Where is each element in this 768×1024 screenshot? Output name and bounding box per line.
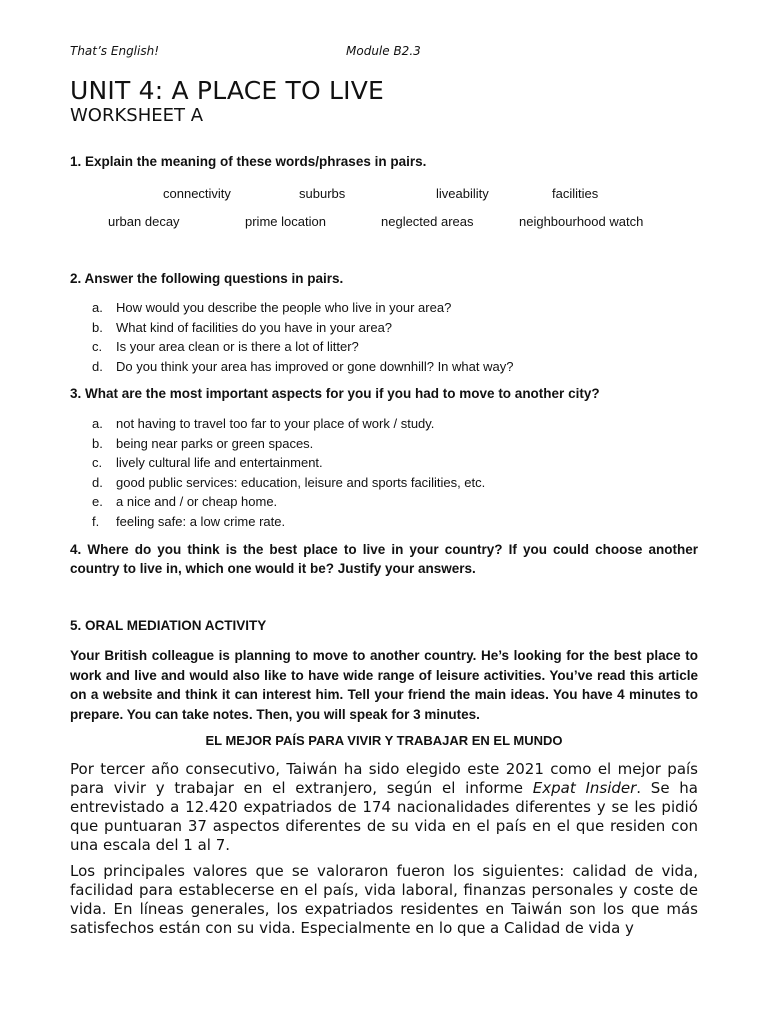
module-name: Module B2.3 [346,44,421,58]
vocab-word: facilities [552,186,599,201]
unit-title: UNIT 4: A PLACE TO LIVE [70,76,385,105]
list-item [70,357,513,377]
article-paragraph-2: Los principales valores que se valoraron fueron los siguientes: calidad de vida, facilidad para establecerse en el país, vida laboral, finanzas personales y coste de vida. En líneas generales, los expatriados residentes en Taiwán son los que más satisfechos están con su vida. Especialmente en lo que a Calidad de vida y [70,862,698,937]
question-3-list [70,414,485,531]
article-paragraph-1 [70,760,698,855]
report-name: Expat Insider [532,779,637,797]
list-marker: d. [92,358,103,374]
article-title: EL MEJOR PAÍS PARA VIVIR Y TRABAJAR EN EL MUNDO [205,733,563,748]
list-item [70,298,513,318]
course-name: That’s English! [70,44,160,58]
list-item [70,337,513,357]
question-4: 4. Where do you think is the best place to live in your country? If you could choose another country to live in, which one would it be? Justify your answers. [70,542,698,576]
question-1: 1. Explain the meaning of these words/phrases in pairs. [70,154,427,169]
list-item [70,492,485,512]
paragraph-text: Por tercer año consecutivo, Taiwán ha sido elegido este 2021 como el mejor país para vivir y trabajar en el extranjero, según el informe [70,760,698,797]
vocab-word: prime location [245,214,326,229]
list-item [70,473,485,493]
question-3: 3. What are the most important aspects for you if you had to move to another city? [70,386,600,401]
vocab-word: connectivity [163,186,231,201]
paragraph-text: . Se ha entrevistado a 12.420 expatriados de 174 nacionalidades diferentes y se les pidió que puntuaran 37 aspectos diferentes de su vida en el país en el que residen con una escala del 1 al 7. [70,779,698,854]
list-item [70,453,485,473]
list-item-text: Do you think your area has improved or gone downhill? In what way? [116,358,514,374]
list-marker: c. [92,339,103,354]
list-item-text: being near parks or green spaces. [116,435,314,451]
worksheet-subtitle: WORKSHEET A [70,105,204,126]
question-5-heading: 5. ORAL MEDIATION ACTIVITY [70,618,267,633]
list-marker: c. [92,455,103,470]
list-marker: a. [92,300,103,315]
list-marker: b. [92,319,103,335]
vocab-word: liveability [436,186,489,201]
vocab-word: urban decay [108,214,180,229]
list-item-text: lively cultural life and entertainment. [116,455,323,470]
list-item [70,318,513,338]
list-item [70,414,485,434]
list-item-text: a nice and / or cheap home. [116,494,278,509]
vocab-word: neglected areas [381,214,474,229]
list-marker: f. [92,513,100,529]
list-marker: b. [92,435,103,451]
list-marker: d. [92,474,103,490]
list-item-text: not having to travel too far to your place of work / study. [116,416,435,431]
list-item [70,434,485,454]
question-2: 2. Answer the following questions in pairs. [70,271,344,286]
list-marker: e. [92,494,103,509]
list-item-text: feeling safe: a low crime rate. [116,513,286,529]
mediation-instructions: Your British colleague is planning to move to another country. He’s looking for the best place to work and live and would also like to have wide range of leisure activities. You’ve read this article on a website and think it can interest him. Tell your friend the main ideas. You have 4 minutes to prepare. You can take notes. Then, you will speak for 3 minutes. [70,648,698,722]
list-item [70,512,485,532]
list-marker: a. [92,416,103,431]
list-item-text: How would you describe the people who live in your area? [116,300,452,315]
question-2-list [70,298,513,376]
vocab-word: suburbs [299,186,346,201]
vocab-word: neighbourhood watch [519,214,644,229]
list-item-text: good public services: education, leisure and sports facilities, etc. [116,474,486,490]
list-item-text: What kind of facilities do you have in your area? [116,319,393,335]
list-item-text: Is your area clean or is there a lot of litter? [116,339,359,354]
